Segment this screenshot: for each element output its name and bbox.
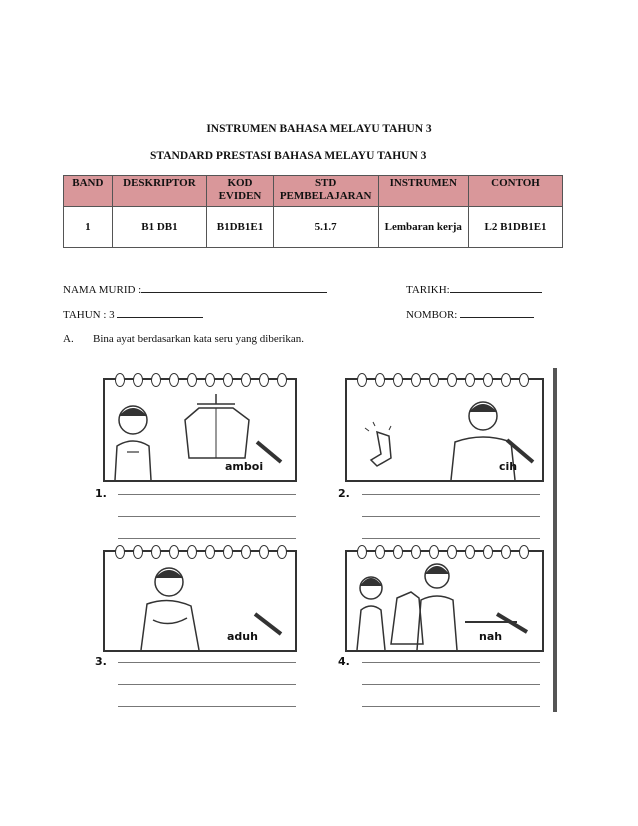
spiral-ring [519,373,529,387]
spiral-ring [465,373,475,387]
question-number-1: 1. [95,487,107,500]
answer-line[interactable] [118,684,296,685]
kata-seru-1: amboi [225,460,264,473]
spiral-ring [205,545,215,559]
answer-line[interactable] [118,516,296,517]
answer-line[interactable] [362,494,540,495]
header-std-pembelajaran: STD PEMBELAJARAN [273,176,378,207]
spiral-ring [393,373,403,387]
tahun-label: TAHUN : 3 [63,309,115,321]
spiral-ring [223,373,233,387]
table-row [64,207,563,248]
answer-line[interactable] [362,684,540,685]
question-number-3: 3. [95,655,107,668]
tarikh-blank[interactable] [450,283,542,293]
page-subtitle: STANDARD PRESTASI BAHASA MELAYU TAHUN 3 [150,150,427,162]
spiral-ring [187,373,197,387]
instruction-text: Bina ayat berdasarkan kata seru yang diberikan. [93,333,305,345]
picture-frame-3 [103,550,297,652]
tarikh-field[interactable] [406,283,542,296]
nombor-label: NOMBOR: [406,309,458,321]
spiral-ring [277,373,287,387]
spiral-ring [483,545,493,559]
cell-contoh: L2 B1DB1E1 [469,207,563,248]
header-band: BAND [64,176,113,207]
picture-frame-4 [345,550,544,652]
header-deskriptor: DESKRIPTOR [112,176,207,207]
spiral-ring [375,545,385,559]
kata-seru-4: nah [479,630,503,643]
spiral-ring [411,545,421,559]
spiral-ring [519,545,529,559]
answer-line[interactable] [362,662,540,663]
woman-dress-illustration [347,552,542,650]
spiral-ring [241,373,251,387]
spiral-ring [187,545,197,559]
answer-line[interactable] [362,706,540,707]
answer-line[interactable] [118,538,296,539]
question-number-4: 4. [338,655,350,668]
spiral-ring [501,545,511,559]
spiral-ring [277,545,287,559]
tahun-field[interactable] [63,308,203,321]
band-table [63,175,563,248]
picture-frame-2 [345,378,544,482]
spiral-ring [115,545,125,559]
answer-line[interactable] [362,516,540,517]
answer-line[interactable] [362,538,540,539]
boy-stomachache-illustration [105,552,295,650]
kata-seru-3: aduh [227,630,258,643]
picture-frame-1 [103,378,297,482]
spiral-ring [223,545,233,559]
spiral-ring [357,373,367,387]
kata-seru-2: cih [499,460,518,473]
spiral-ring [411,373,421,387]
header-contoh: CONTOH [469,176,563,207]
spiral-ring [357,545,367,559]
spiral-ring [133,373,143,387]
spiral-ring [375,373,385,387]
nama-field[interactable] [63,283,327,296]
spiral-ring [169,545,179,559]
instruction-label: A. [63,333,74,345]
table-header-row [64,176,563,207]
spiral-ring [259,373,269,387]
header-kod-eviden: KOD EVIDEN [207,176,274,207]
answer-line[interactable] [118,662,296,663]
answer-line[interactable] [118,706,296,707]
spiral-ring [501,373,511,387]
answer-line[interactable] [118,494,296,495]
tarikh-label: TARIKH: [406,284,450,296]
spiral-ring [447,373,457,387]
nama-blank[interactable] [141,283,327,293]
nombor-field[interactable] [406,308,534,321]
spiral-ring [151,545,161,559]
cell-deskriptor: B1 DB1 [112,207,207,248]
spiral-ring [429,373,439,387]
boy-shirt-illustration [105,380,295,480]
cell-std: 5.1.7 [273,207,378,248]
spiral-ring [259,545,269,559]
spiral-ring [483,373,493,387]
spiral-ring [133,545,143,559]
header-instrumen: INSTRUMEN [378,176,469,207]
cell-instrumen: Lembaran kerja [378,207,469,248]
page-title: INSTRUMEN BAHASA MELAYU TAHUN 3 [206,123,432,135]
spiral-ring [205,373,215,387]
nama-label: NAMA MURID : [63,284,142,296]
nombor-blank[interactable] [460,308,534,318]
spiral-ring [447,545,457,559]
tahun-blank[interactable] [117,308,203,318]
spiral-ring [241,545,251,559]
cell-kod-eviden: B1DB1E1 [207,207,274,248]
spiral-ring [115,373,125,387]
question-number-2: 2. [338,487,350,500]
spiral-ring [151,373,161,387]
spiral-ring [465,545,475,559]
cell-band: 1 [64,207,113,248]
scan-edge [553,368,557,712]
spiral-ring [169,373,179,387]
instruction [63,333,304,345]
spiral-ring [429,545,439,559]
spiral-ring [393,545,403,559]
